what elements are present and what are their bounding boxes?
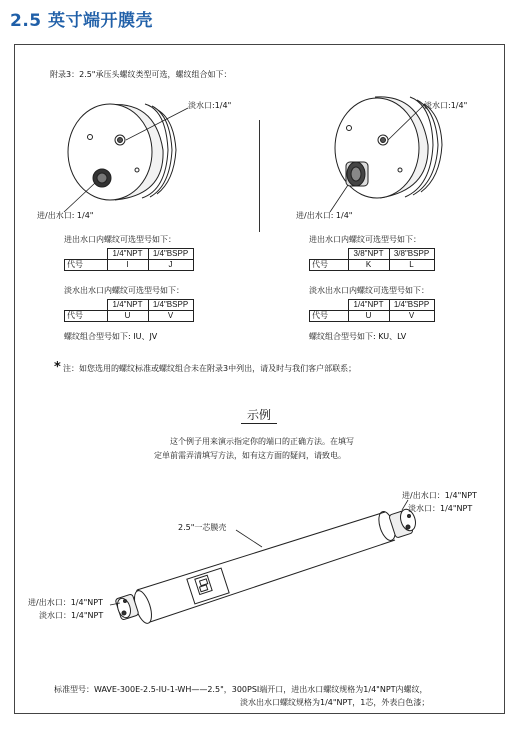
- right-perm-label: 淡水口:1/4": [424, 101, 468, 110]
- vessel-label: 2.5"一芯膜壳: [178, 523, 227, 532]
- example-desc-line2: 定单前需弄清填写方法，如有这方面的疑问，请致电。: [154, 451, 346, 460]
- table-cell: I: [107, 260, 148, 271]
- code-row-label: 代号: [310, 311, 349, 322]
- right-perm-table-title: 淡水出水口内螺纹可选型号如下：: [309, 286, 429, 295]
- right-inout-leader: [330, 185, 348, 212]
- vessel-leader: [236, 530, 262, 547]
- table-header: 3/8"BSPP: [389, 249, 434, 260]
- left-end-cap-drawing: [68, 104, 176, 200]
- footnote-star: *: [54, 360, 61, 375]
- table-cell: V: [389, 311, 434, 322]
- left-inout-table: [64, 248, 194, 271]
- table-cell: K: [348, 260, 389, 271]
- table-cell: L: [389, 260, 434, 271]
- code-row-label: 代号: [65, 260, 108, 271]
- left-fitting-inout-label: 进/出水口：1/4"NPT: [28, 598, 103, 607]
- left-fitting-perm-label: 淡水口：1/4"NPT: [39, 611, 104, 620]
- vessel-drawing: [115, 507, 418, 625]
- column-divider: [259, 120, 260, 232]
- right-fitting-perm-label: 淡水口：1/4"NPT: [408, 504, 473, 513]
- right-inout-label: 进/出水口: 1/4": [296, 211, 353, 220]
- page-title: 2.5 英寸端开膜壳: [10, 11, 154, 31]
- table-header: 1/4"NPT: [348, 300, 389, 311]
- table-header: 1/4"NPT: [107, 300, 148, 311]
- table-header: 1/4"BSPP: [148, 300, 193, 311]
- left-perm-table-title: 淡水出水口内螺纹可选型号如下：: [64, 286, 184, 295]
- example-desc-line1: 这个例子用来演示指定你的端口的正确方法。在填写: [170, 437, 354, 446]
- standard-line2: 淡水出水口螺纹规格为1/4"NPT，1芯，外表白色漆；: [240, 698, 430, 707]
- right-end-cap-drawing: [335, 97, 442, 198]
- example-title-text: 示例: [241, 408, 277, 424]
- table-cell: J: [148, 260, 193, 271]
- standard-line1: 标准型号：WAVE-300E-2.5-IU-1-WH——2.5"，300PSI端开口，进出水口螺纹规格为1/4"NPT内螺纹，: [54, 685, 428, 694]
- example-title: [0, 406, 518, 423]
- table-cell: V: [148, 311, 193, 322]
- right-fitting-inout-label: 进/出水口：1/4"NPT: [402, 491, 477, 500]
- footnote-text: 注：如您选用的螺纹标准或螺纹组合未在附录3中列出，请及时与我们客户部联系；: [63, 364, 357, 373]
- right-inout-table-title: 进出水口内螺纹可选型号如下：: [309, 235, 421, 244]
- left-combo: 螺纹组合型号如下: IU、JV: [64, 332, 158, 341]
- left-inout-table-title: 进出水口内螺纹可选型号如下：: [64, 235, 176, 244]
- left-inout-leader: [64, 183, 95, 212]
- right-combo: 螺纹组合型号如下: KU、LV: [309, 332, 407, 341]
- appendix-text: 附录3：2.5"承压头螺纹类型可选，螺纹组合如下：: [50, 70, 232, 79]
- table-cell: U: [107, 311, 148, 322]
- code-row-label: 代号: [310, 260, 349, 271]
- right-perm-table: [309, 299, 435, 322]
- left-inout-label: 进/出水口: 1/4": [37, 211, 94, 220]
- left-perm-label: 淡水口:1/4": [188, 101, 232, 110]
- code-row-label: 代号: [65, 311, 108, 322]
- table-cell: U: [348, 311, 389, 322]
- table-header: 1/4"NPT: [107, 249, 148, 260]
- right-inout-table: [309, 248, 435, 271]
- table-header: 3/8"NPT: [348, 249, 389, 260]
- left-perm-table: [64, 299, 194, 322]
- table-header: 1/4"BSPP: [389, 300, 434, 311]
- table-header: 1/4"BSPP: [148, 249, 193, 260]
